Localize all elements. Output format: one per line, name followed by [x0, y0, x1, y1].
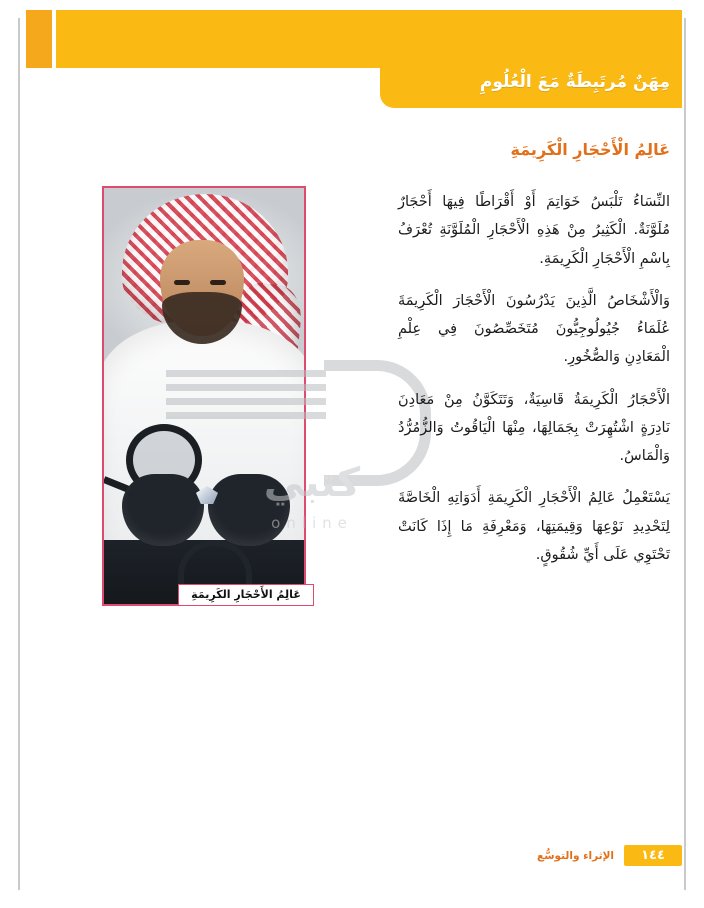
- page-footer: [537, 845, 682, 866]
- header-top-band: [56, 10, 682, 68]
- paragraph: النِّسَاءُ تَلْبَسُ خَوَاتِمَ أَوْ أَقْرَاطًا فِيهَا أَحْجَارٌ مُلَوَّنَةٌ. الْكَثِيرُ مِنْ هَذِهِ الْأَحْجَارِ الْمُلَوَّنَةِ تُعْرَفُ بِاسْمِ الْأَحْجَارِ الْكَرِيمَةِ.: [398, 194, 670, 267]
- paragraph: يَسْتَعْمِلُ عَالِمُ الْأَحْجَارِ الْكَرِيمَةِ أَدَوَاتِهِ الْخَاصَّةَ لِتَحْدِيدِ نَوْعِهَا وَقِيمَتِهَا، وَمَعْرِفَةِ مَا إِذَا كَانَتْ تَحْتَوِي عَلَى أَيِّ شُقُوقٍ.: [398, 490, 670, 563]
- page-number-badge: ١٤٤: [624, 845, 682, 866]
- page-title: مِهَنٌ مُرتَبِطَةٌ مَعَ الْعُلُومِ: [479, 72, 670, 92]
- header-corner-block: [26, 10, 52, 68]
- left-margin-rule: [18, 18, 20, 890]
- body-text-column: [398, 188, 670, 569]
- glove-right-shape: [208, 474, 290, 546]
- paragraph: وَالْأَشْخَاصُ الَّذِينَ يَدْرُسُونَ الْأَحْجَارَ الْكَرِيمَةَ عُلَمَاءُ جُيُولُوجِيُّونَ مُتَخَصِّصُونَ فِي عِلْمِ الْمَعَادِنِ وَالصُّخُورِ.: [398, 292, 670, 366]
- paragraph: الْأَحْجَارُ الْكَرِيمَةُ قَاسِيَةٌ، وَتَتَكَوَّنُ مِنْ مَعَادِنَ نَادِرَةٍ اشْتُهِرَتْ بِجَمَالِهَا، مِنْهَا الْيَاقُوتُ وَالزُّمُرُّدُ وَالْمَاسُ.: [398, 391, 670, 465]
- eye-right-shape: [210, 280, 226, 285]
- photo-background: [104, 188, 304, 604]
- watermark-subtitle: online: [271, 514, 353, 532]
- figure-caption: عَالِمُ الأَحْجَارِ الكَرِيمَةِ: [178, 584, 314, 606]
- gemologist-photo: [102, 186, 306, 606]
- footer-section-label: الإثراء والتوسُّع: [537, 849, 614, 862]
- right-margin-rule: [684, 18, 686, 890]
- watermark-word: كتبي: [263, 460, 361, 506]
- eye-left-shape: [174, 280, 190, 285]
- glove-left-shape: [122, 474, 204, 546]
- section-heading: عَالِمُ الْأَحْجَارِ الْكَرِيمَةِ: [510, 140, 670, 159]
